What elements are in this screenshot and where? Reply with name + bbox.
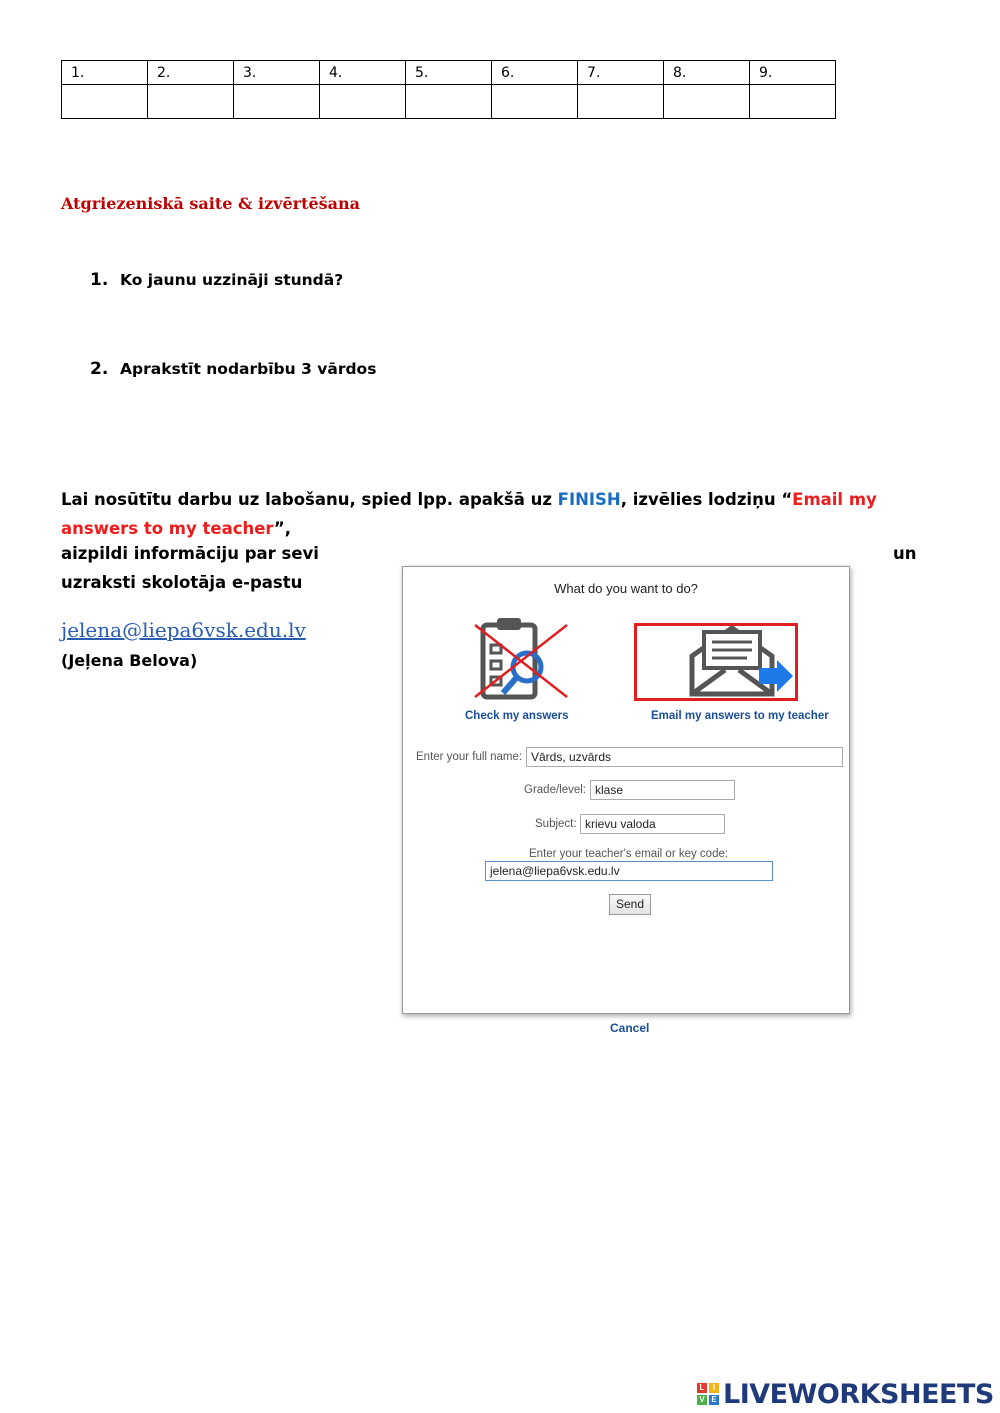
answer-cell-header: 1.	[62, 61, 148, 85]
grade-input[interactable]: klase	[590, 780, 735, 800]
send-button[interactable]: Send	[609, 894, 651, 915]
email-answers-label[interactable]: Email my answers to my teacher	[651, 710, 829, 722]
full-name-input[interactable]: Vārds, uzvārds	[526, 747, 843, 767]
instruction-text: ”,	[273, 519, 291, 538]
answer-input-cell-2[interactable]	[148, 85, 234, 119]
answer-cell-header: 9.	[750, 61, 836, 85]
instruction-text: , izvēlies lodziņu “	[620, 490, 793, 509]
cancel-link[interactable]: Cancel	[610, 1021, 650, 1035]
instruction-line-4: uzraksti skolotāja e-pastu	[61, 573, 303, 592]
logo-tile: V	[697, 1395, 707, 1405]
full-name-label: Enter your full name:	[416, 751, 523, 763]
answer-cell-header: 6.	[492, 61, 578, 85]
answer-input-cell-7[interactable]	[578, 85, 664, 119]
answer-input-cell-6[interactable]	[492, 85, 578, 119]
answer-table	[61, 60, 836, 119]
answer-input-cell-8[interactable]	[664, 85, 750, 119]
teacher-email-link[interactable]: jelena@liepa6vsk.edu.lv	[61, 618, 306, 642]
answer-cell-header: 3.	[234, 61, 320, 85]
envelope-send-icon	[637, 626, 795, 698]
answer-input-cell-9[interactable]	[750, 85, 836, 119]
answer-input-cell-5[interactable]	[406, 85, 492, 119]
section-title: Atgriezeniskā saite & izvērtēšana	[61, 194, 361, 213]
question-2	[90, 359, 376, 379]
instruction-text: Lai nosūtītu darbu uz labošanu, spied lpp. apakšā uz	[61, 490, 558, 509]
check-answers-label[interactable]: Check my answers	[465, 710, 569, 722]
answer-input-cell-1[interactable]	[62, 85, 148, 119]
liveworksheets-brand	[697, 1379, 994, 1409]
logo-tile: L	[697, 1383, 707, 1393]
question-number: 1.	[90, 270, 109, 290]
grade-label: Grade/level:	[524, 784, 587, 796]
answer-table-input-row	[62, 85, 836, 119]
dialog-title: What do you want to do?	[554, 581, 698, 596]
subject-label: Subject:	[535, 818, 577, 830]
question-text: Ko jaunu uzzināji stundā?	[120, 271, 344, 289]
answer-input-cell-3[interactable]	[234, 85, 320, 119]
answer-input-cell-4[interactable]	[320, 85, 406, 119]
answer-cell-header: 2.	[148, 61, 234, 85]
email-answers-option[interactable]	[634, 623, 798, 701]
answer-cell-header: 7.	[578, 61, 664, 85]
check-answers-option[interactable]	[463, 615, 573, 701]
teacher-email-label: Enter your teacher's email or key code:	[529, 848, 729, 860]
answer-cell-header: 8.	[664, 61, 750, 85]
finish-keyword: FINISH	[557, 490, 621, 509]
liveworksheets-logo-icon	[697, 1383, 719, 1405]
question-text: Aprakstīt nodarbību 3 vārdos	[120, 360, 377, 378]
answer-cell-header: 5.	[406, 61, 492, 85]
email-option-keyword: Email my answers to my teacher	[61, 490, 877, 538]
logo-tile: I	[709, 1383, 719, 1393]
teacher-name: (Jeļena Belova)	[61, 651, 198, 670]
teacher-email-input[interactable]: jelena@liepa6vsk.edu.lv	[485, 861, 773, 881]
brand-name: LIVEWORKSHEETS	[723, 1378, 994, 1410]
answer-cell-header: 4.	[320, 61, 406, 85]
answer-table-header-row	[62, 61, 836, 85]
instruction-un: un	[893, 544, 917, 563]
logo-tile: E	[709, 1395, 719, 1405]
question-number: 2.	[90, 359, 109, 379]
question-1	[90, 270, 343, 290]
subject-input[interactable]: krievu valoda	[580, 814, 725, 834]
instruction-paragraph	[61, 485, 941, 543]
instruction-line-3: aizpildi informāciju par sevi	[61, 544, 319, 563]
finish-dialog	[402, 566, 850, 1014]
clipboard-check-icon	[463, 615, 573, 701]
